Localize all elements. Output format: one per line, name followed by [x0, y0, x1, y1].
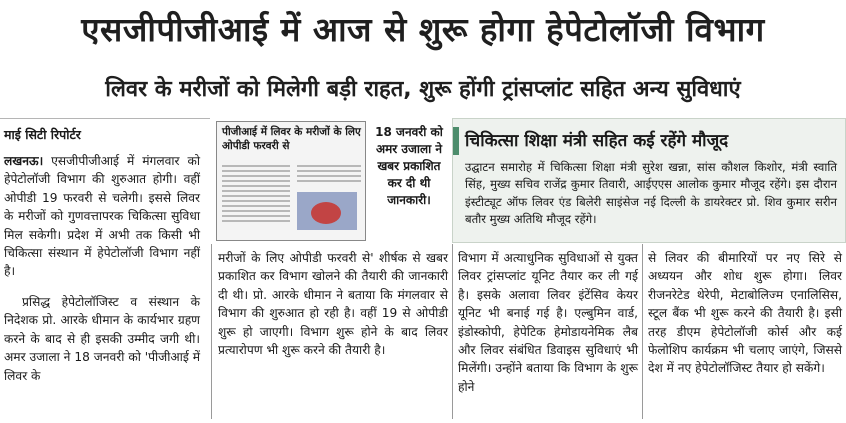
- clipping-text-lines: [222, 162, 290, 225]
- fact-box: [452, 118, 846, 243]
- headline: एसजीपीजीआई में आज से शुरू होगा हेपेटोलॉजी विभाग: [81, 10, 765, 49]
- article-column-4: [648, 249, 842, 378]
- clipping-photo-detail: [311, 202, 341, 224]
- column-divider: [452, 244, 453, 419]
- column-3-text: विभाग में अत्याधुनिक सुविधाओं से युक्त लिवर ट्रांसप्लांट यूनिट तैयार कर ली गई है। इसके अलावा लिवर इंटेंसिव केयर यूनिट भी बनाई गई है। एल्बुमिन वार्ड, इंडोस्कोपी, हेपेटिक हेमोडायनेमिक लैब और लिवर संबंधित डिवाइस सुविधाएं भी मिलेंगी। उन्होंने बताया कि विभाग के शुरू होने: [458, 251, 638, 394]
- subheadline: लिवर के मरीजों को मिलेगी बड़ी राहत, शुरू होंगी ट्रांसप्लांट सहित अन्य सुविधाएं: [105, 77, 741, 102]
- clipping-side-lines: [297, 162, 361, 185]
- article-column-1-top: [4, 152, 200, 281]
- paragraph-1: एसजीपीजीआई में मंगलवार को हेपेटोलॉजी विभाग की शुरुआत होगी। वहीं ओपीडी 19 फरवरी से चलेगी। इससे लिवर के मरीजों को गुणवत्तापरक चिकित्सा सुविधा मिल सकेगी। प्रदेश में अभी तक किसी भी चिकित्सा संस्थान में हेपेटोलॉजी विभाग नहीं है।: [4, 154, 201, 279]
- fact-box-accent-bar: [453, 127, 459, 155]
- column-4-text: से लिवर की बीमारियों पर नए सिरे से अध्ययन और शोध शुरू होगा। लिवर रीजनरेटेड थेरेपी, मेटाबोलिज्म एनालिसिस, स्टूल बैंक भी शुरू करने की तैयारी है। इसी तरह डीएम हेपेटोलॉजी कोर्स और कई फेलोशिप कार्यक्रम भी चलाए जाएंगे, जिससे देश में नए हेपेटोलॉजिस्ट तैयार हो सकेंगे।: [648, 251, 842, 376]
- newspaper-clipping-image: [216, 121, 366, 241]
- fact-box-title: चिकित्सा शिक्षा मंत्री सहित कई रहेंगे मौजूद: [465, 131, 729, 151]
- column-2-text: मरीजों के लिए ओपीडी फरवरी से' शीर्षक से खबर प्रकाशित कर विभाग खोलने की तैयारी की जानकारी दी थी। प्रो. आरके धीमान ने बताया कि मंगलवार से विभाग की शुरुआत हो रही है। वहीं 19 से ओपीडी शुरू हो जाएगी। विभाग शुरू होने के बाद लिवर प्रत्यारोपण भी शुरू करने की तैयारी है।: [218, 251, 448, 358]
- clipping-title: पीजीआई में लिवर के मरीजों के लिए ओपीडी फरवरी से: [222, 126, 361, 152]
- clipping-caption: 18 जनवरी को अमर उजाला ने खबर प्रकाशित कर दी थी जानकारी।: [375, 125, 443, 207]
- column-divider: [642, 244, 643, 419]
- paragraph-2: प्रसिद्ध हेपेटोलॉजिस्ट व संस्थान के निदेशक प्रो. आरके धीमान के कार्यभार ग्रहण करने के बाद से ही इसकी उम्मीद जगी थी। अमर उजाला ने 18 जनवरी को 'पीजीआई में लिवर के: [4, 295, 200, 383]
- byline-divider: [0, 118, 210, 119]
- byline: माई सिटी रिपोर्टर: [4, 127, 81, 142]
- article-column-3: [458, 249, 638, 396]
- article-column-2: [218, 249, 448, 359]
- dateline: लखनऊ।: [4, 154, 44, 168]
- fact-box-body: उद्घाटन समारोह में चिकित्सा शिक्षा मंत्री सुरेश खन्ना, सांस कौशल किशोर, मंत्री स्वाति सिंह, मुख्य सचिव राजेंद्र कुमार तिवारी, आईएएस आलोक कुमार मौजूद रहेंगे। इस दौरान इंस्टीट्यूट ऑफ लिवर एंड बिलेरी साइंसेज नई दिल्ली के डायरेक्टर प्रो. शिव कुमार सरीन बतौर मुख्य अतिथि मौजूद रहेंगे।: [465, 160, 837, 227]
- article-column-1-bottom: [4, 293, 200, 385]
- column-divider: [211, 244, 212, 419]
